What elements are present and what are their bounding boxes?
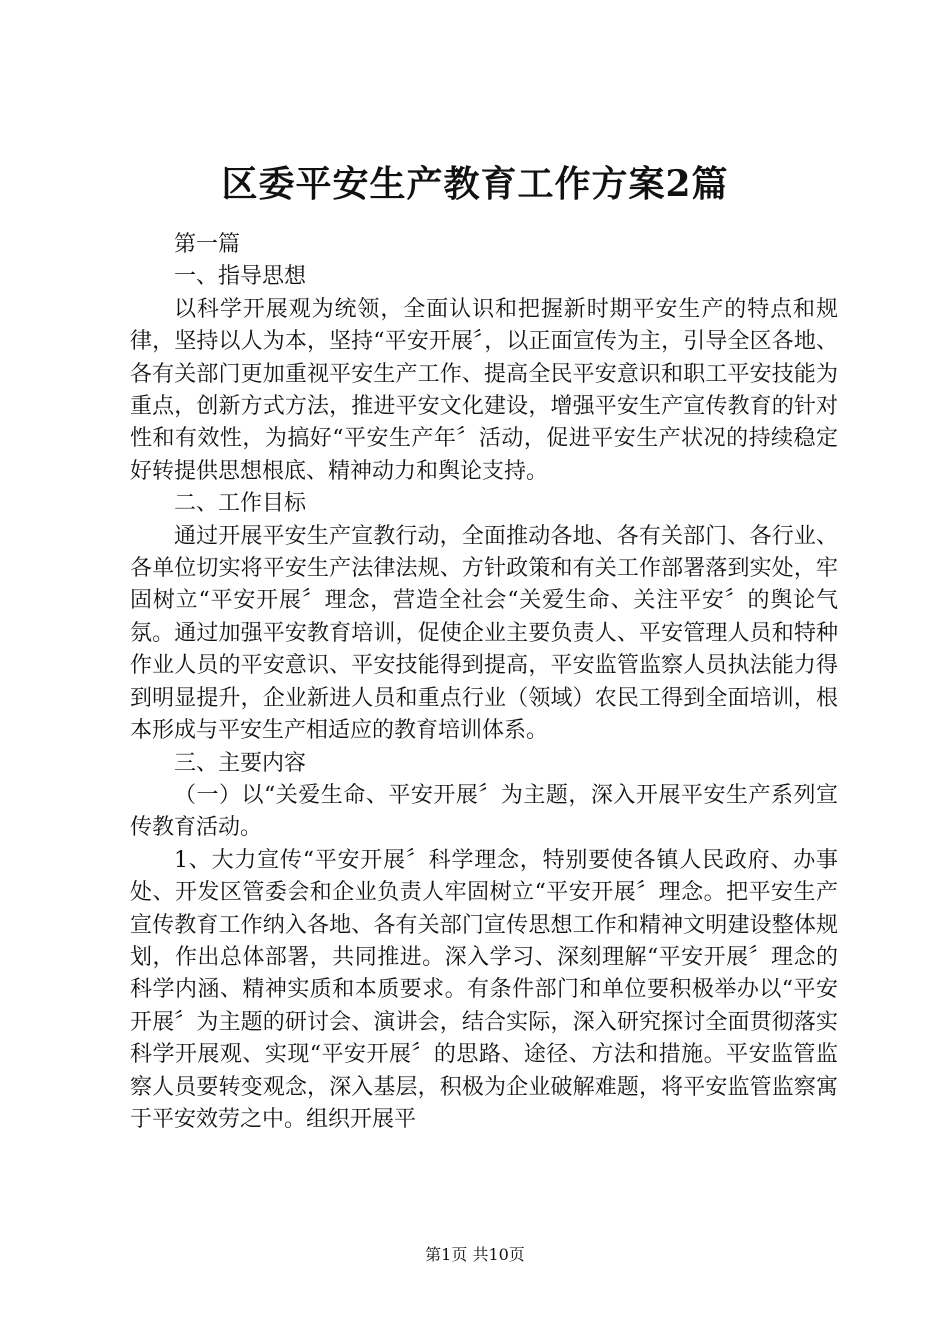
- paragraph: 1、大力宣传“平安开展〞科学理念，特别要使各镇人民政府、办事处、开发区管委会和企业负责人牢固树立“平安开展〞理念。把平安生产宣传教育工作纳入各地、各有关部门宣传思想工作和精神文明建设整体规划，作出总体部署，共同推进。深入学习、深刻理解“平安开展〞理念的科学内涵、精神实质和本质要求。有条件部门和单位要积极举办以“平安开展〞为主题的研讨会、演讲会，结合实际，深入研究探讨全面贯彻落实科学开展观、实现“平安开展〞的思路、途径、方法和措施。平安监管监察人员要转变观念，深入基层，积极为企业破解难题，将平安监管监察寓于平安效劳之中。组织开展平: [130, 847, 838, 1132]
- page-footer: 第1页 共10页: [425, 1245, 525, 1264]
- subsection-heading: 一、指导思想: [174, 264, 307, 290]
- section-heading: 第一篇: [174, 232, 241, 257]
- document-body: [130, 229, 838, 1136]
- subsection-heading: 二、工作目标: [174, 491, 307, 517]
- document-title: 区委平安生产教育工作方案2篇: [221, 163, 729, 205]
- paragraph: 以科学开展观为统领，全面认识和把握新时期平安生产的特点和规律，坚持以人为本，坚持“平安开展〞，以正面宣传为主，引导全区各地、各有关部门更加重视平安生产工作、提高全民平安意识和职工平安技能为重点，创新方式方法，推进平安文化建设，增强平安生产宣传教育的针对性和有效性，为搞好“平安生产年〞活动，促进平安生产状况的持续稳定好转提供思想根底、精神动力和舆论支持。: [130, 296, 838, 484]
- subsection-heading: 三、主要内容: [174, 750, 307, 776]
- paragraph: （一）以“关爱生命、平安开展〞为主题，深入开展平安生产系列宣传教育活动。: [130, 782, 838, 841]
- paragraph: 通过开展平安生产宣教行动，全面推动各地、各有关部门、各行业、各单位切实将平安生产法律法规、方针政策和有关工作部署落到实处，牢固树立“平安开展〞理念，营造全社会“关爱生命、关注平安〞的舆论气氛。通过加强平安教育培训，促使企业主要负责人、平安管理人员和特种作业人员的平安意识、平安技能得到提高，平安监管监察人员执法能力得到明显提升，企业新进人员和重点行业（领域）农民工得到全面培训，根本形成与平安生产相适应的教育培训体系。: [130, 523, 838, 744]
